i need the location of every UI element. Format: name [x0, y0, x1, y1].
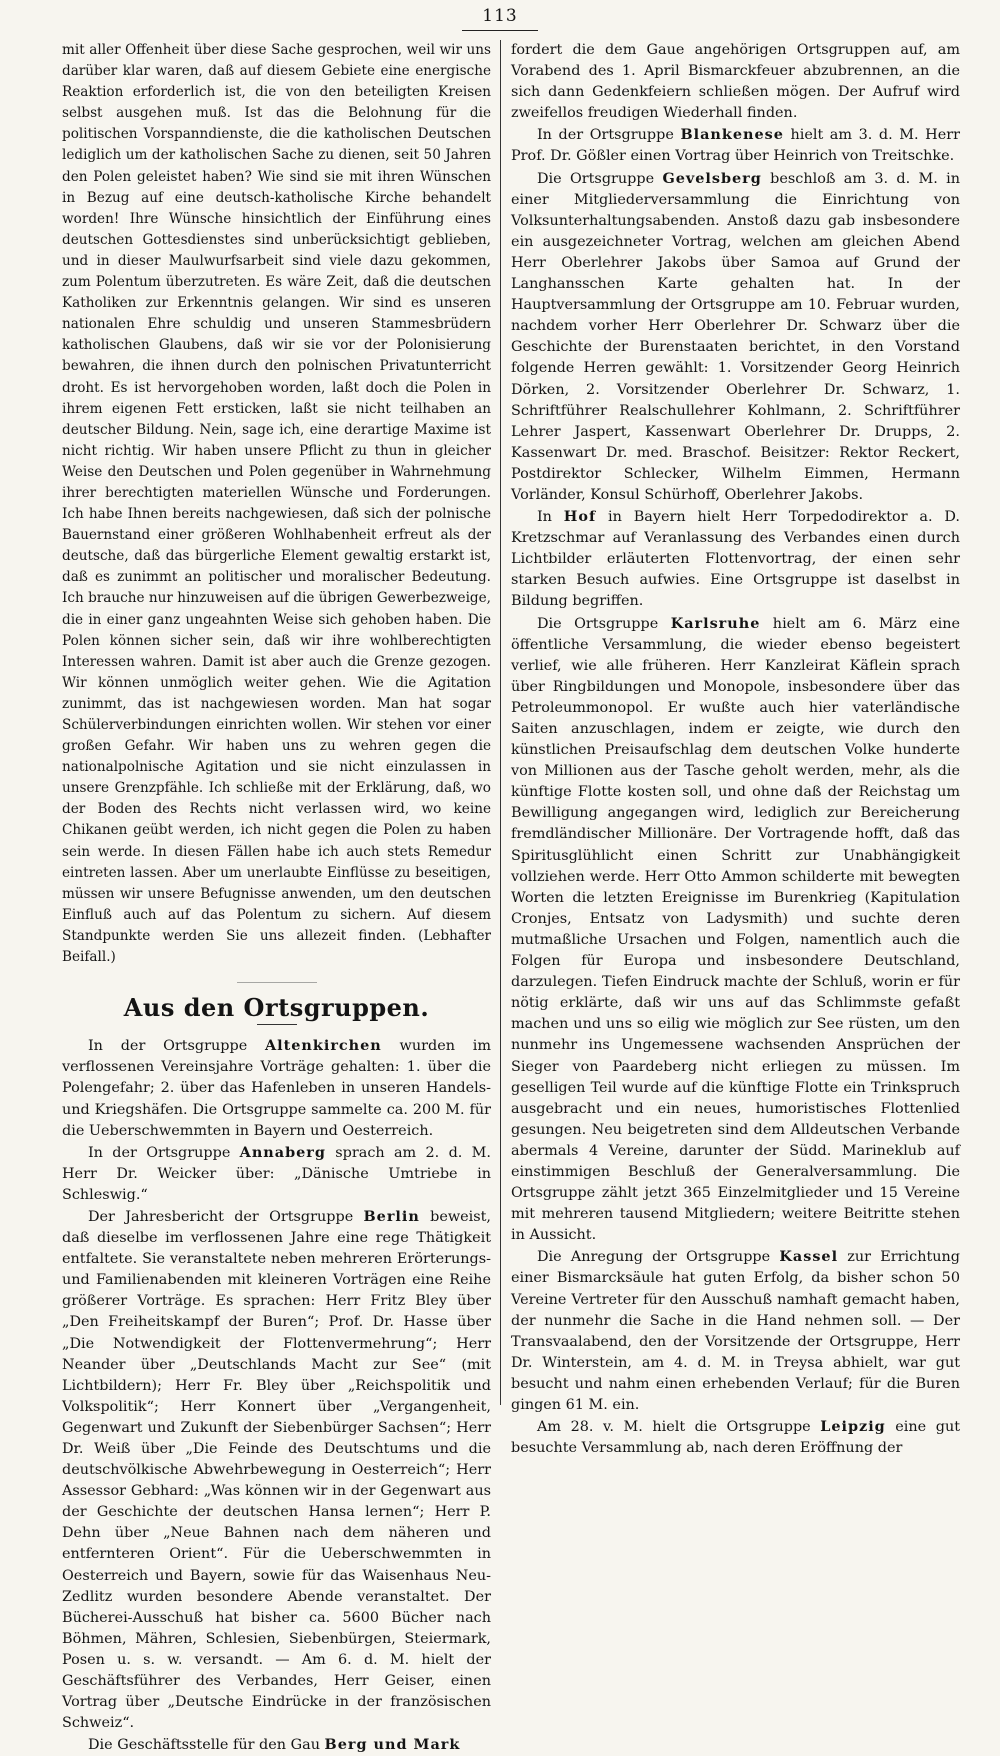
place-name: Berlin	[363, 1207, 420, 1225]
speech-continuation: mit aller Offenheit über diese Sache gesprochen, weil wir uns darüber klar waren, daß auf diesem Gebiete eine energische Reaktion erforderlich ist, die von den beteiligten Kreisen selbst ausgehen muß. Ist das die Belohnung für die politischen Vorspanndienste, die die katholischen Deutschen lediglich um der katholischen Sache zu dienen, seit 50 Jahren den Polen geleistet haben? Wie sind sie mit ihren Wünschen in Bezug auf eine deutsch-katholische Kirche behandelt worden! Ihre Wünsche hinsichtlich der Einführung eines deutschen Gottesdienstes sind unberücksichtigt geblieben, und in dieser Maulwurfsarbeit sind viele dazu gekommen, zum Polentum überzutreten. Es wäre Zeit, daß die deutschen Katholiken zur Erkenntnis gelangen. Wir sind es unseren nationalen Ehre schuldig und unseren Stammesbrüdern katholischen Glaubens, daß wir sie vor der Polonisierung bewahren, die ihnen durch den polnischen Privatunterricht droht. Es ist hervorgehoben worden, laßt doch die Polen in ihrem eigenen Fett ersticken, laßt sie nicht teilhaben an deutscher Bildung. Nein, sage ich, eine derartige Maxime ist nicht richtig. Wir haben unsere Pflicht zu thun in gleicher Weise den Deutschen und Polen gegenüber in Wahrnehmung ihrer berechtigten materiellen Wünsche und Forderungen. Ich habe Ihnen bereits nachgewiesen, daß sich der polnische Bauernstand einer größeren Wohlhabenheit erfreut als der deutsche, daß das bürgerliche Element gewaltig erstarkt ist, daß es zunimmt an politischer und moralischer Bedeutung. Ich brauche nur hinzuweisen auf die übrigen Gewerbezweige, die in einer ganz ungeahnten Weise sich gehoben haben. Die Polen können sicher sein, daß wir ihre wohlberechtigten Interessen wahren. Damit ist aber auch die Grenze gezogen. Wir können unmöglich weiter gehen. Wie die Agitation zunimmt, das ist nachgewiesen worden. Man hat sogar Schülerverbindungen einrichten wollen. Wir stehen vor einer großen Gefahr. Wir haben uns zu wehren gegen die nationalpolnische Agitation und sie nicht einzulassen in unsere Grenzpfähle. Ich schließe mit der Erklärung, daß, wo der Boden des Rechts nicht verlassen wird, wo keine Chikanen geübt werden, ich nicht gegen die Polen zu haben sein werde. In diesen Fällen habe ich auch stets Remedur eintreten lassen. Aber um unerlaubte Einflüsse zu beseitigen, müssen wir unsere Befugnisse anwenden, um den deutschen Einfluß auch auf das Polentum zu sichern. Auf diesem Standpunkte werden Sie uns allezeit finden. (Lebhafter Beifall.)	[62, 42, 491, 966]
place-name: Hof	[563, 508, 597, 526]
report-berg-und-mark: Die Geschäftsstelle für den Gau Berg und Mark	[88, 1736, 461, 1754]
place-name: Altenkirchen	[265, 1037, 382, 1055]
right-column	[511, 40, 960, 1459]
report-karlsruhe: Die Ortsgruppe Karlsruhe hielt am 6. März eine öffentliche Versammlung, die wieder ebenso begeistert verlief, wie alle früheren. Herr Kanzleirat Käflein sprach über Ringbildungen und Monopole, insbesondere über das Petroleummonopol. Er wußte auch hier vaterländische Saiten anzuschlagen, indem er zeigte, wie durch den künstlichen Preisaufschlag dem deutschen Volke hunderte von Millionen aus der Tasche geholt werden, mehr, als die künftige Flotte kosten soll, und ohne daß der Reichstag um Bewilligung angegangen wird, lediglich zur Bereicherung fremdländischer Millionäre. Der Vortragende hofft, daß das Spiritusglühlicht einen Schritt zur Unabhängigkeit vollziehen werde. Herr Otto Ammon schilderte mit bewegten Worten die letzten Ereignisse im Burenkrieg (Kapitulation Cronjes, Entsatz von Ladysmith) und suchte deren mutmaßliche Ursachen und Folgen, namentlich auch die Folgen für Europa und insbesondere Deutschland, darzulegen. Tiefen Eindruck machte der Schluß, worin er für nötig erklärte, daß wir uns auf das Schlimmste gefaßt machen und uns so eilig wie möglich zur See rüsten, um den nunmehr ins Ungemessene wachsenden Ansprüchen der Sieger von Paardeberg nicht erliegen zu müssen. Im geselligen Teil wurde auf die künftige Flotte ein Trinkspruch ausgebracht und ein neues, humoristisches Flottenlied gesungen. Neu beigetreten sind dem Alldeutschen Verbande abermals 4 Vereine, darunter der Südd. Marineklub auf einstimmigen Beschluß der Generalversammlung. Die Ortsgruppe zählt jetzt 365 Einzelmitglieder und 15 Vereine mit mehreren tausend Mitgliedern; weitere Beitritte stehen in Aussicht.	[511, 614, 961, 1244]
page-number: 113	[482, 6, 518, 26]
place-name: Berg und Mark	[324, 1736, 461, 1754]
place-name: Karlsruhe	[670, 614, 761, 632]
place-name: Gevelsberg	[662, 169, 762, 187]
heading-rule	[257, 1024, 297, 1025]
section-heading: Aus den Ortsgruppen.	[123, 993, 430, 1023]
report-berlin: Der Jahresbericht der Ortsgruppe Berlin beweist, daß dieselbe im verflossenen Jahre eine rege Thätigkeit entfaltete. Sie veranstaltete neben mehreren Erörterungs- und Familienabenden mit kleineren Vorträgen eine Reihe größerer Vorträge. Es sprachen: Herr Fritz Bley über „Den Freiheitskampf der Buren“; Prof. Dr. Hasse über „Die Notwendigkeit der Flottenvermehrung“; Herr Neander über „Deutschlands Macht zur See“ (mit Lichtbildern); Herr Fr. Bley über „Reichspolitik und Volkspolitik“; Herr Konnert über „Vergangenheit, Gegenwart und Zukunft der Siebenbürger Sachsen“; Herr Dr. Weiß über „Die Feinde des Deutschtums und die deutschvölkische Abwehrbewegung in Oesterreich“; Herr Assessor Gebhard: „Was können wir in der Gegenwart aus der Geschichte der deutschen Hansa lernen“; Herr P. Dehn über „Neue Bahnen nach dem näheren und entfernteren Orient“. Für die Ueberschwemmten in Oesterreich und Bayern, sowie für das Waisenhaus Neu-Zedlitz wurden besondere Abende veranstaltet. Der Bücherei-Ausschuß hat bisher ca. 5600 Bücher nach Böhmen, Mähren, Schlesien, Siebenbürgen, Steiermark, Posen u. s. w. versandt. — Am 6. d. M. hielt der Geschäftsführer des Verbandes, Herr Geiser, einen Vortrag über „Deutsche Eindrücke in der französischen Schweiz“.	[62, 1207, 492, 1732]
place-name: Leipzig	[820, 1418, 886, 1436]
report-blankenese: In der Ortsgruppe Blankenese hielt am 3. d. M. Herr Prof. Dr. Gößler einen Vortrag über Heinrich von Treitschke.	[511, 126, 960, 165]
place-name: Kassel	[779, 1248, 839, 1266]
report-altenkirchen: In der Ortsgruppe Altenkirchen wurden im verflossenen Vereinsjahre Vorträge gehalten: 1. über die Polengefahr; 2. über das Hafenleben in unseren Handels- und Kriegshäfen. Die Ortsgruppe sammelte ca. 200 M. für die Ueberschwemmten in Bayern und Oesterreich.	[62, 1037, 491, 1139]
report-annaberg: In der Ortsgruppe Annaberg sprach am 2. d. M. Herr Dr. Weicker über: „Dänische Umtriebe in Schleswig.“	[62, 1143, 491, 1203]
report-berg-und-mark-continued: fordert die dem Gaue angehörigen Ortsgruppen auf, am Vorabend des 1. April Bismarckfeuer abzubrennen, an die sich dann Gedenkfeiern schließen mögen. Der Aufruf wird zweifellos freudigen Wiederhall finden.	[511, 42, 960, 122]
report-kassel: Die Anregung der Ortsgruppe Kassel zur Errichtung einer Bismarcksäule hat guten Erfolg, da bisher schon 50 Vereine Vertreter für den Ausschuß namhaft gemacht haben, der nunmehr die Sache in die Hand nehmen soll. — Der Transvaalabend, den der Vorsitzende der Ortsgruppe, Herr Dr. Winterstein, am 4. d. M. in Treysa abhielt, war gut besucht und nahm einen erhebenden Verlauf; für die Buren gingen 61 M. ein.	[511, 1248, 960, 1413]
separator-rule	[237, 982, 317, 983]
report-gevelsberg: Die Ortsgruppe Gevelsberg beschloß am 3. d. M. in einer Mitgliederversammlung die Einrichtung von Volksunterhaltungsabenden. Anstoß dazu gab insbesondere ein ausgezeichneter Vortrag, welchen am gleichen Abend Herr Oberlehrer Jakobs über Samoa auf Grund der Langhansschen Karte gehalten hat. In der Hauptversammlung der Ortsgruppe am 10. Februar wurden, nachdem vorher Herr Oberlehrer Dr. Schwarz über die Geschichte der Burenstaaten berichtet, in den Vorstand folgende Herren gewählt: 1. Vorsitzender Georg Heinrich Dörken, 2. Vorsitzender Oberlehrer Dr. Schwarz, 1. Schriftführer Realschullehrer Kohlmann, 2. Schriftführer Lehrer Jaspert, Kassenwart Oberlehrer Dr. Drupps, 2. Kassenwart Dr. med. Braschof. Beisitzer: Rektor Reckert, Postdirektor Schlecker, Wilhelm Eimmen, Hermann Vorländer, Konsul Schürhoff, Oberlehrer Jakobs.	[511, 169, 960, 503]
place-name: Blankenese	[680, 126, 784, 144]
left-column	[62, 40, 491, 1756]
report-leipzig: Am 28. v. M. hielt die Ortsgruppe Leipzig eine gut besuchte Versammlung ab, nach deren Eröffnung der	[511, 1418, 960, 1457]
report-hof: In Hof in Bayern hielt Herr Torpedodirektor a. D. Kretzschmar auf Veranlassung des Verbandes einen durch Lichtbilder erläuterten Flottenvortrag, der einen sehr starken Besuch aufwies. Eine Ortsgruppe ist daselbst in Bildung begriffen.	[511, 508, 960, 610]
header-rule	[462, 30, 538, 31]
place-name: Annaberg	[239, 1143, 326, 1161]
column-divider	[500, 40, 501, 1405]
